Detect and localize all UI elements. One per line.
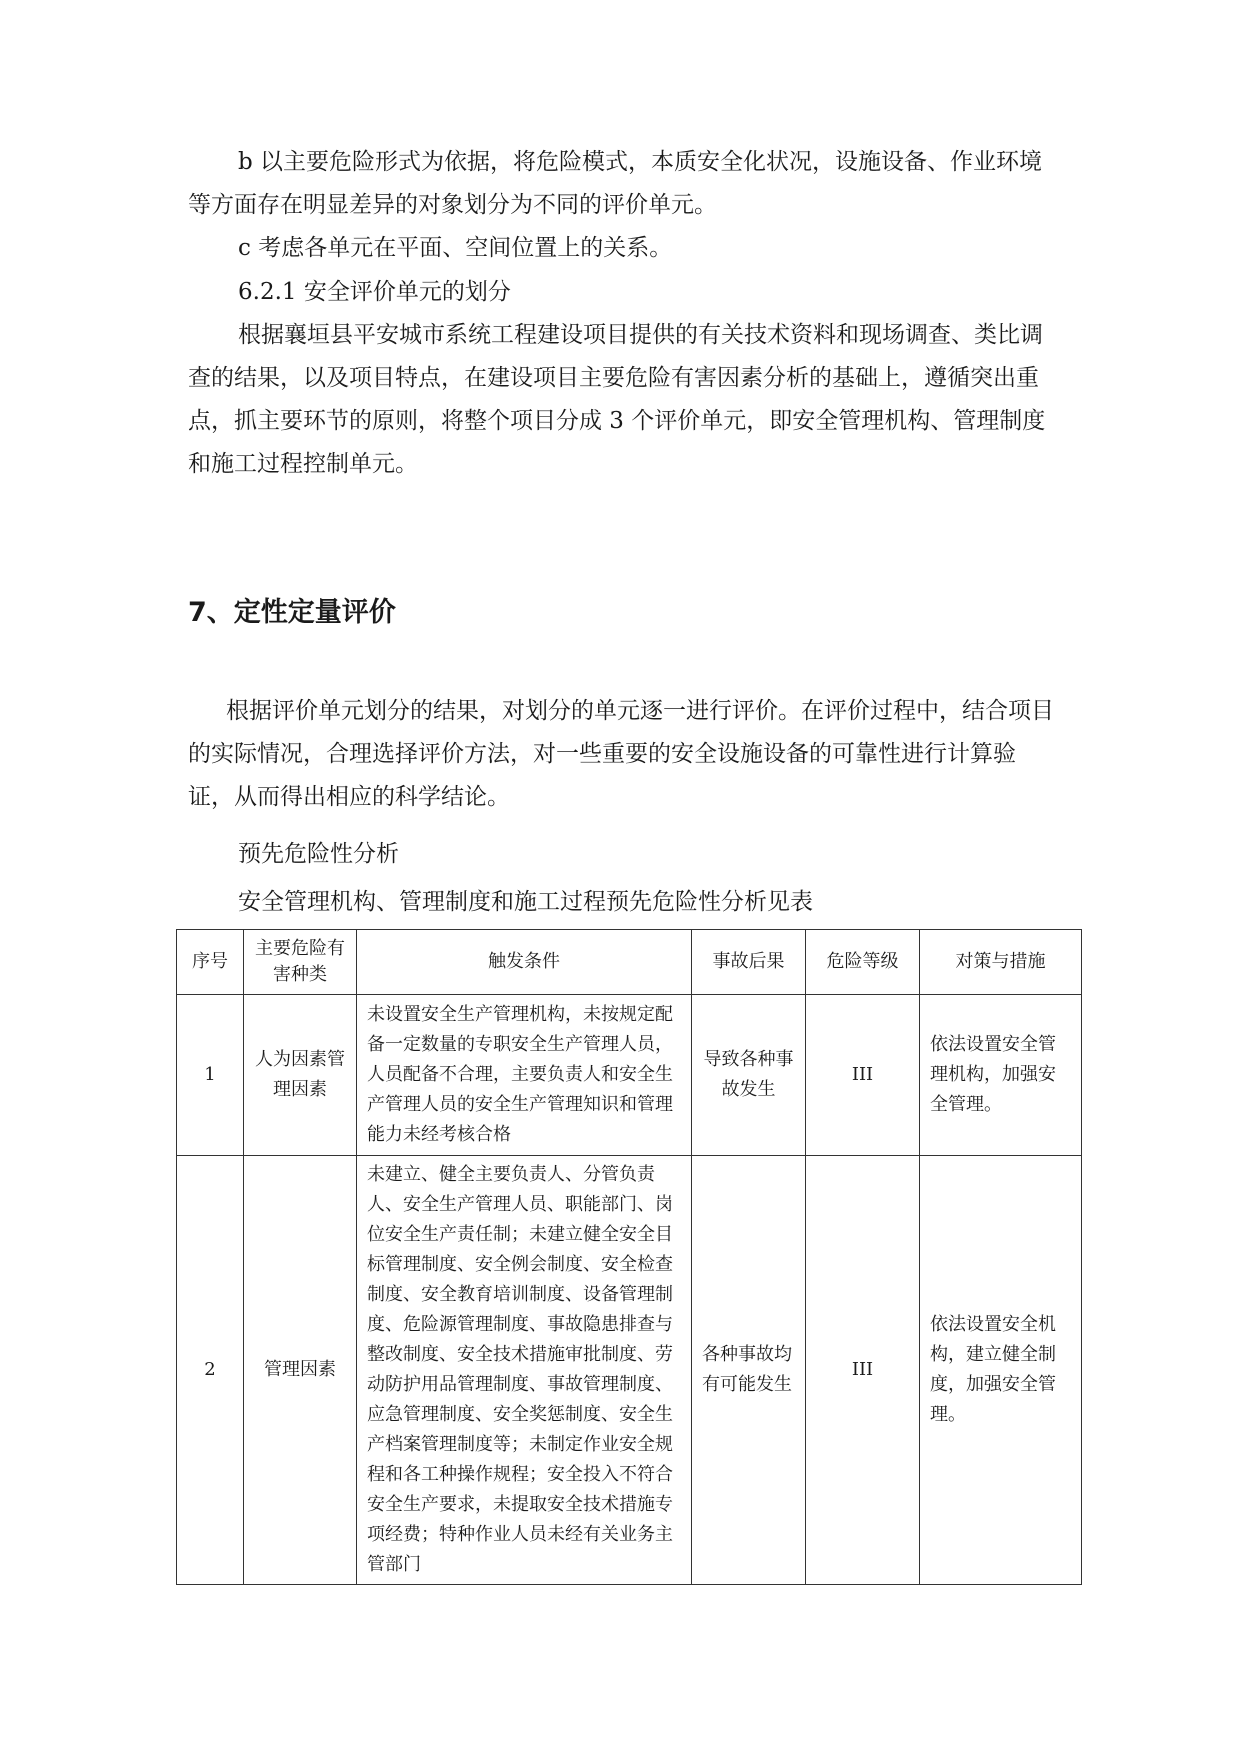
table-header-row [177, 930, 1082, 995]
cell-no: 1 [177, 995, 244, 1156]
hazard-analysis-table [176, 929, 1082, 1585]
cell-consequence: 各种事故均有可能发生 [692, 1156, 806, 1585]
paragraph-c: c 考虑各单元在平面、空间位置上的关系。 [238, 235, 673, 261]
cell-measures: 依法设置安全机构，建立健全制度，加强安全管理。 [920, 1156, 1082, 1585]
cell-hazard-level: III [806, 995, 920, 1156]
cell-hazard-type: 人为因素管理因素 [244, 995, 357, 1156]
cell-hazard-type: 管理因素 [244, 1156, 357, 1585]
cell-trigger-condition: 未设置安全生产管理机构，未按规定配备一定数量的专职安全生产管理人员，人员配备不合理，主要负责人和安全生产管理人员的安全生产管理知识和管理能力未经考核合格 [357, 995, 692, 1156]
header-no: 序号 [177, 930, 244, 995]
cell-consequence: 导致各种事故发生 [692, 995, 806, 1156]
table-row [177, 1156, 1082, 1585]
paragraph-evaluation-intro: 根据评价单元划分的结果，对划分的单元逐一进行评价。在评价过程中，结合项目的实际情况，合理选择评价方法，对一些重要的安全设施设备的可靠性进行计算验证，从而得出相应的科学结论。 [188, 698, 1054, 810]
cell-no: 2 [177, 1156, 244, 1585]
section-heading: 7、定性定量评价 [188, 597, 396, 628]
header-hazard-level: 危险等级 [806, 930, 920, 995]
cell-trigger-condition: 未建立、健全主要负责人、分管负责人、安全生产管理人员、职能部门、岗位安全生产责任制；未建立健全安全目标管理制度、安全例会制度、安全检查制度、安全教育培训制度、设备管理制度、危险源管理制度、事故隐患排查与整改制度、安全技术措施审批制度、劳动防护用品管理制度、事故管理制度、应急管理制度、安全奖惩制度、安全生产档案管理制度等；未制定作业安全规程和各工种操作规程；安全投入不符合安全生产要求，未提取安全技术措施专项经费；特种作业人员未经有关业务主管部门 [357, 1156, 692, 1585]
header-trigger-condition: 触发条件 [357, 930, 692, 995]
cell-measures: 依法设置安全管理机构，加强安全管理。 [920, 995, 1082, 1156]
paragraph-unit-division: 根据襄垣县平安城市系统工程建设项目提供的有关技术资料和现场调查、类比调查的结果，以及项目特点，在建设项目主要危险有害因素分析的基础上，遵循突出重点，抓主要环节的原则，将整个项目分成 3 个评价单元，即安全管理机构、管理制度和施工过程控制单元。 [188, 322, 1046, 477]
cell-hazard-level: III [806, 1156, 920, 1585]
paragraph-method: 预先危险性分析 [238, 841, 399, 867]
header-hazard-type: 主要危险有害种类 [244, 930, 357, 995]
table-caption: 安全管理机构、管理制度和施工过程预先危险性分析见表 [238, 889, 813, 915]
header-measures: 对策与措施 [920, 930, 1082, 995]
subsection-title: 6.2.1 安全评价单元的划分 [238, 279, 511, 305]
paragraph-b: b 以主要危险形式为依据，将危险模式，本质安全化状况，设施设备、作业环境等方面存在明显差异的对象划分为不同的评价单元。 [188, 149, 1043, 218]
header-consequence: 事故后果 [692, 930, 806, 995]
table-row [177, 995, 1082, 1156]
